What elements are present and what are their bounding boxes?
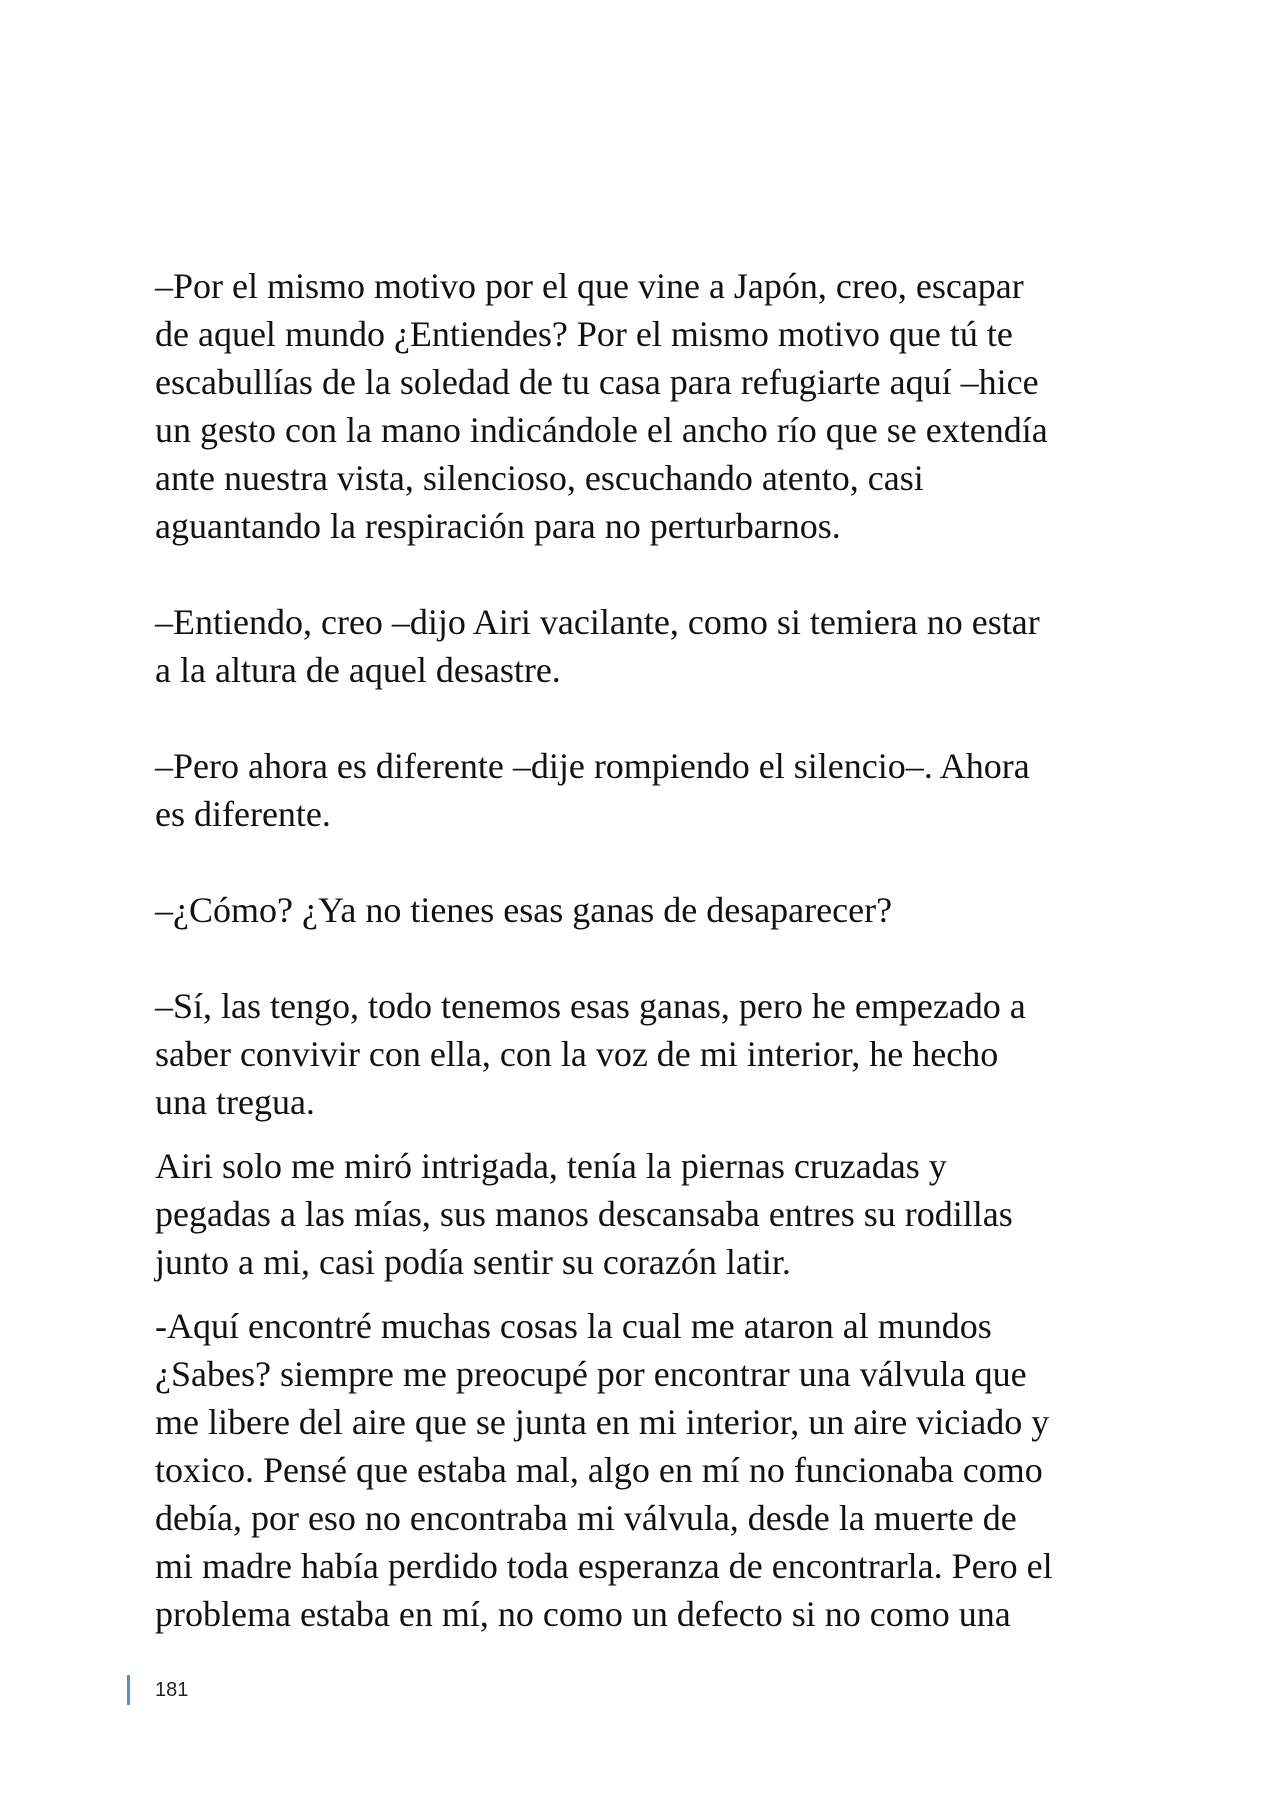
- text-line: mi madre había perdido toda esperanza de encontrarla. Pero el: [155, 1546, 1053, 1586]
- text-line: junto a mi, casi podía sentir su corazón latir.: [155, 1242, 791, 1282]
- text-line: –¿Cómo? ¿Ya no tienes esas ganas de desaparecer?: [155, 890, 893, 930]
- paragraph-3: [155, 742, 1155, 838]
- text-line: pegadas a las mías, sus manos descansaba entres su rodillas: [155, 1194, 1013, 1234]
- text-line: aguantando la respiración para no perturbarnos.: [155, 506, 841, 546]
- text-line: escabullías de la soledad de tu casa para refugiarte aquí –hice: [155, 362, 1039, 402]
- text-line: a la altura de aquel desastre.: [155, 650, 561, 690]
- text-line: –Pero ahora es diferente –dije rompiendo el silencio–. Ahora: [155, 746, 1030, 786]
- text-line: es diferente.: [155, 794, 331, 834]
- paragraph-2: [155, 598, 1155, 694]
- paragraph-4: [155, 886, 1155, 934]
- paragraph-7: [155, 1302, 1155, 1638]
- text-line: ante nuestra vista, silencioso, escuchando atento, casi: [155, 458, 924, 498]
- paragraph-gap: [155, 838, 1155, 886]
- page-number: 181: [155, 1678, 189, 1701]
- paragraph-gap: [155, 934, 1155, 982]
- paragraph-gap: [155, 550, 1155, 598]
- text-line: de aquel mundo ¿Entiendes? Por el mismo motivo que tú te: [155, 314, 1013, 354]
- text-line: me libere del aire que se junta en mi interior, un aire viciado y: [155, 1402, 1050, 1442]
- text-line: debía, por eso no encontraba mi válvula, desde la muerte de: [155, 1498, 1017, 1538]
- paragraph-1: [155, 262, 1155, 550]
- paragraph-5: [155, 982, 1155, 1126]
- paragraph-gap: [155, 694, 1155, 742]
- text-line: ¿Sabes? siempre me preocupé por encontrar una válvula que: [155, 1354, 1027, 1394]
- footer-accent-bar: [127, 1675, 130, 1705]
- page-footer: [127, 1673, 188, 1707]
- paragraph-gap: [155, 1286, 1155, 1302]
- text-line: -Aquí encontré muchas cosas la cual me ataron al mundos: [155, 1306, 992, 1346]
- text-line: saber convivir con ella, con la voz de mi interior, he hecho: [155, 1034, 999, 1074]
- text-line: problema estaba en mí, no como un defecto si no como una: [155, 1594, 1011, 1634]
- paragraph-6: [155, 1142, 1155, 1286]
- text-line: una tregua.: [155, 1082, 315, 1122]
- paragraph-gap: [155, 1126, 1155, 1142]
- text-line: Airi solo me miró intrigada, tenía la piernas cruzadas y: [155, 1146, 947, 1186]
- text-line: –Entiendo, creo –dijo Airi vacilante, como si temiera no estar: [155, 602, 1040, 642]
- text-line: toxico. Pensé que estaba mal, algo en mí no funcionaba como: [155, 1450, 1043, 1490]
- text-line: un gesto con la mano indicándole el ancho río que se extendía: [155, 410, 1048, 450]
- text-line: –Por el mismo motivo por el que vine a Japón, creo, escapar: [155, 266, 1024, 306]
- text-line: –Sí, las tengo, todo tenemos esas ganas, pero he empezado a: [155, 986, 1026, 1026]
- body-text: [155, 262, 1155, 1638]
